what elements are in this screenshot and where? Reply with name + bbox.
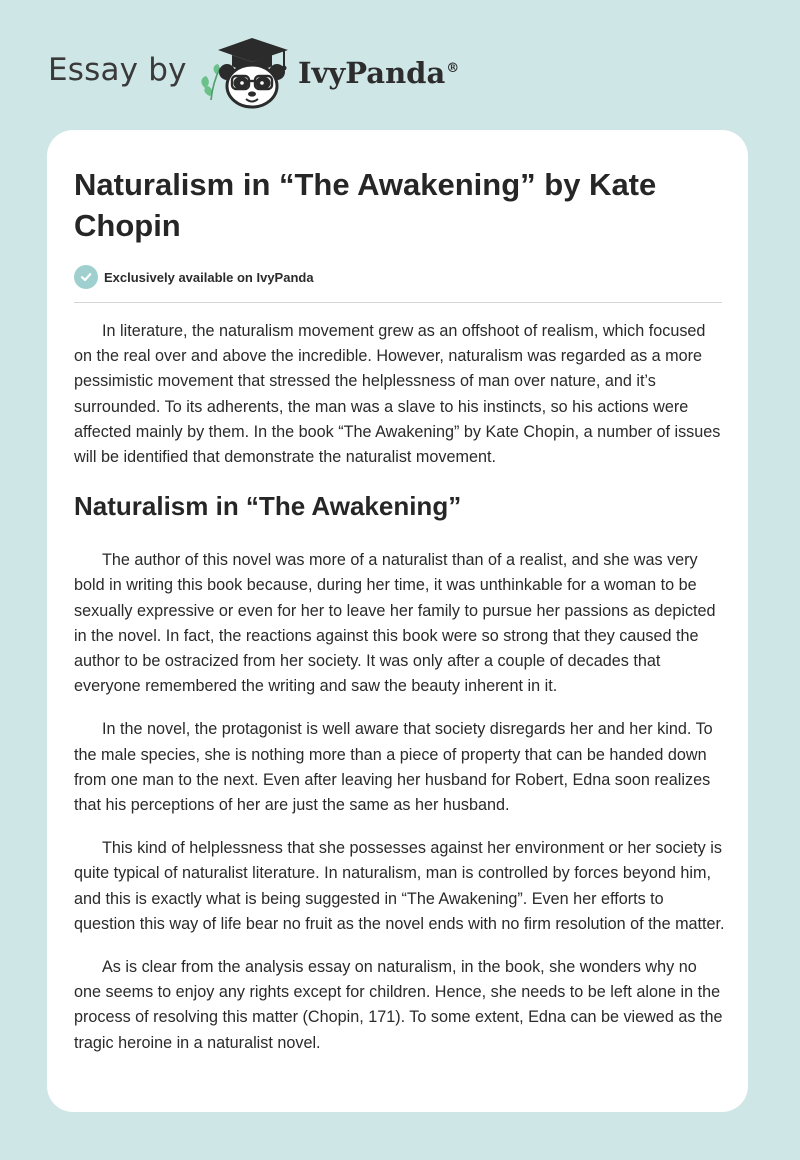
section-heading: Naturalism in “The Awakening” [74, 491, 462, 522]
panda-graduate-logo-icon[interactable] [196, 34, 296, 110]
leaf-icon [201, 64, 220, 100]
registered-mark: ® [446, 61, 460, 76]
body-paragraph: In the novel, the protagonist is well aware that society disregards her and her kind. To the male species, she is nothing more than a piece of property that can be handed down from one man to the next. Even after leaving her husband for Robert, Edna soon realizes that his perceptions of her are just the same as her husband. [74, 720, 713, 815]
essay-card [47, 130, 748, 1112]
body-paragraph: The author of this novel was more of a naturalist than of a realist, and she was very bold in writing this book because, during her time, it was unthinkable for a woman to be sexually expressive or even for her to leave her family to pursue her passions as depicted in the novel. In fact, the reactions against this book were so strong that they caused the author to be ostracized from her society. It was only after a couple of decades that everyone remembered the writing and saw the beauty inherent in it. [74, 551, 716, 696]
site-header [0, 0, 800, 130]
check-icon [74, 265, 98, 289]
exclusive-badge [74, 265, 314, 289]
page-title: Naturalism in “The Awakening” by Kate Chopin [74, 167, 657, 243]
essay-body [74, 319, 726, 1074]
intro-paragraph: In literature, the naturalism movement grew as an offshoot of realism, which focused on the real over and above the incredible. However, naturalism was regarded as a more pessimistic movement that stressed the helplessness of man over nature, and it’s surrounded. To its adherents, the man was a slave to his instincts, so his actions were affected mainly by them. In the book “The Awakening” by Kate Chopin, a number of issues will be identified that demonstrate the naturalist movement. [74, 322, 721, 467]
body-paragraph: As is clear from the analysis essay on naturalism, in the book, she wonders why no one seems to enjoy any rights except for children. Hence, she needs to be left alone in the process of resolving this matter (Chopin, 171). To some extent, Edna can be viewed as the tragic heroine in a naturalist novel. [74, 958, 723, 1052]
exclusive-text: Exclusively available on IvyPanda [104, 269, 314, 285]
body-paragraph: This kind of helplessness that she possesses against her environment or her society is quite typical of naturalist literature. In naturalism, man is controlled by forces beyond him, and this is exactly what is being suggested in “The Awakening”. Even her efforts to question this way of life bear no fruit as the novel ends with no firm resolution of the matter. [74, 839, 725, 933]
brand-name-text: IvyPanda [298, 56, 446, 90]
brand-prefix: Essay by [48, 52, 187, 88]
divider [74, 302, 722, 303]
brand-name[interactable] [298, 54, 459, 92]
